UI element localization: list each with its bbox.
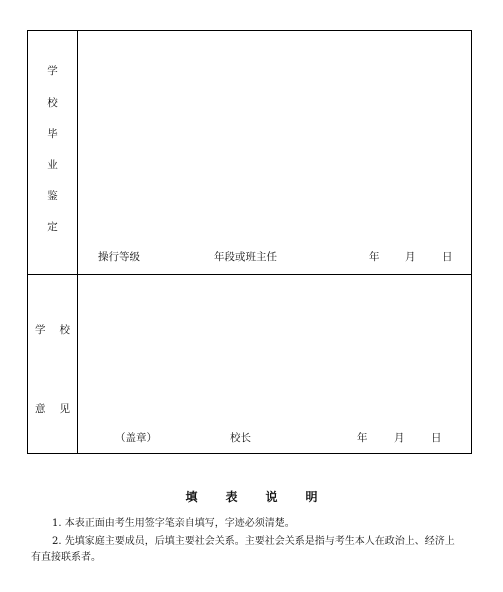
- title-char: 填: [185, 490, 198, 504]
- school-opinion-content[interactable]: [78, 275, 471, 453]
- label-char: 校: [47, 97, 58, 109]
- label-char: 鉴: [47, 190, 58, 202]
- conduct-grade-label: 操行等级: [98, 251, 140, 263]
- class-teacher-label: 年段或班主任: [214, 251, 277, 263]
- graduation-appraisal-label: [28, 31, 78, 274]
- form-table: [27, 30, 472, 454]
- graduation-appraisal-row: [28, 31, 471, 275]
- opinion-label-line1: [28, 324, 77, 336]
- school-opinion-label: [28, 275, 78, 453]
- graduation-appraisal-content[interactable]: [78, 31, 471, 274]
- instruction-item-2: 2. 先填家庭主要成员，后填主要社会关系。主要社会关系是指与考生本人在政治上、经济上: [52, 536, 455, 547]
- day-label: 日: [431, 432, 442, 444]
- instruction-item-1: 1. 本表正面由考生用签字笔亲自填写，字迹必须清楚。: [52, 518, 295, 529]
- month-label: 月: [405, 251, 416, 263]
- label-char: 意: [35, 403, 46, 415]
- school-opinion-row: [28, 275, 471, 453]
- opinion-label-line2: [28, 403, 77, 415]
- year-label: 年: [369, 251, 380, 263]
- title-char: 明: [305, 490, 318, 504]
- principal-label: 校长: [230, 432, 251, 444]
- instructions-title: [0, 488, 503, 505]
- title-char: 说: [265, 490, 278, 504]
- year-label: 年: [357, 432, 368, 444]
- label-char: 定: [47, 221, 58, 233]
- label-char: 校: [59, 324, 70, 336]
- label-char: 见: [59, 403, 70, 415]
- label-char: 学: [35, 324, 46, 336]
- seal-label: （盖章）: [115, 432, 157, 444]
- label-char: 毕: [47, 128, 58, 140]
- label-char: 业: [47, 159, 58, 171]
- label-char: 学: [47, 65, 58, 77]
- month-label: 月: [394, 432, 405, 444]
- instruction-item-2-continued: 有直接联系者。: [31, 552, 101, 563]
- title-char: 表: [225, 490, 238, 504]
- day-label: 日: [442, 251, 453, 263]
